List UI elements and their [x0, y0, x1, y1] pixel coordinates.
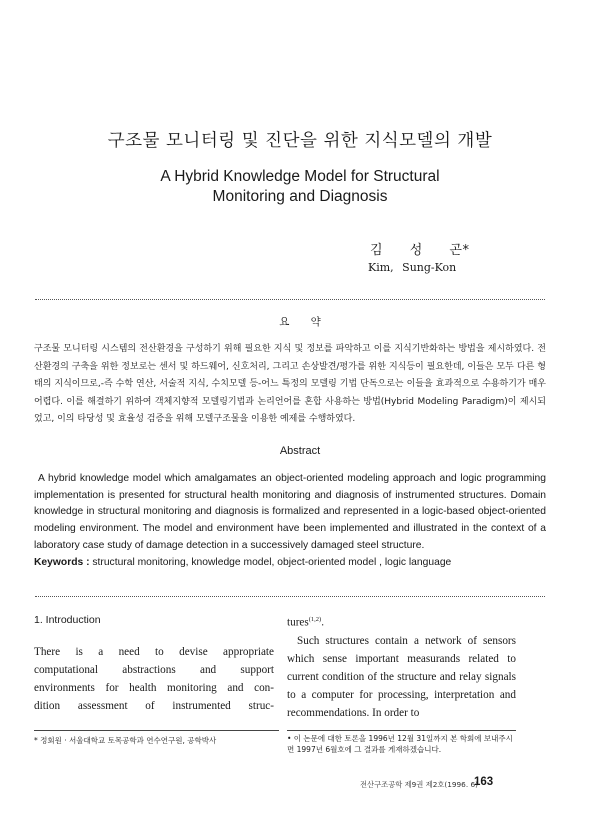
keywords-line [34, 555, 546, 572]
journal-citation: 전산구조공학 제9권 제2호(1996. 6) [360, 780, 478, 789]
divider-top [35, 299, 545, 300]
intro-right-continuation: tures$^{(1,2)}$. [287, 616, 325, 629]
intro-left-line: computational abstractions and support [34, 664, 274, 676]
footnote-author-affiliation: * 정회원 · 서울대학교 토목공학과 연수연구원, 공학박사 [34, 736, 217, 745]
footnote-discussion-notice: • 이 논문에 대한 토론을 1996년 12월 31일까지 본 학회에 보내주시면 1997년 6월호에 그 결과를 게재하겠습니다. [287, 734, 513, 754]
abstract-korean-heading: 요 약 [279, 316, 321, 328]
intro-left-column [34, 643, 274, 715]
abstract-english-body: A hybrid knowledge model which amalgamates an object-oriented modeling approach and logic programming implementation is presented for structural health monitoring and diagnosis of instrumented structures. Domain knowledge in structural monitoring and diagnosis is formalized and represented in a logic-based object-oriented modeling environment. The model and environment have been implemented and illustrated in the context of a laboratory case study of damage detection in a successively damaged steel structure. [34, 473, 546, 551]
intro-right-tures: tures [287, 616, 309, 629]
abstract-korean-body: 구조물 모니터링 시스템의 전산환경을 구성하기 위해 필요한 지식 및 정보를 파악하고 이를 지식기반화하는 방법을 제시하였다. 전산환경의 구축을 위한 정보로는 센서 및 하드웨어, 신호처리, 그리고 손상발견/평가를 위한 지식등이 필요한데, 이들은 모두 다른 형태의 지식이므로,-즉 수학 연산, 서술적 지식, 수치모델 등-어느 특정의 모델링 기법 단독으로는 이들을 효과적으로 수용하기가 매우 어렵다. 이를 해결하기 위하여 객체지향적 모델링기법과 논리언어를 혼합 사용하는 방법(Hybrid Modeling Paradigm)이 제시되었고, 이의 타당성 및 효율성 검증을 위해 모델구조물을 이용한 예제를 수행하였다. [34, 344, 546, 425]
keywords-text: structural monitoring, knowledge model, object-oriented model , logic language [92, 556, 452, 568]
author-name-korean: 김 성 곤* [370, 243, 470, 258]
paper-title-english-line1: A Hybrid Knowledge Model for Structural [160, 168, 440, 185]
paper-title-korean: 구조물 모니터링 및 진단을 위한 지식모델의 개발 [107, 131, 493, 151]
intro-left-line: dition assessment of instrumented struc- [34, 700, 274, 712]
abstract-english-section [34, 471, 546, 571]
paper-title-english-line2: Monitoring and Diagnosis [212, 188, 388, 205]
reference-citation: (1,2) [308, 616, 322, 623]
intro-right-column [287, 611, 516, 722]
intro-right-paragraph: Such structures contain a network of sensors which sense important measurands related to current condition of the structure and relay signals to a computer for processing, interpretation and recommendations. In order to [287, 634, 516, 719]
keywords-label: Keywords : [34, 556, 90, 568]
footnote-rule-right [287, 730, 516, 731]
footnote-rule-left [34, 730, 279, 731]
author-name-english: Kim, Sung-Kon [368, 261, 457, 274]
page-number: 163 [474, 776, 494, 788]
paper-title-english [0, 167, 600, 207]
intro-left-line: environments for health monitoring and con- [34, 682, 274, 694]
divider-bottom [35, 596, 545, 597]
abstract-english-heading: Abstract [279, 445, 321, 457]
intro-left-line: There is a need to devise appropriate [34, 646, 274, 658]
section-heading-introduction: 1. Introduction [34, 614, 101, 626]
